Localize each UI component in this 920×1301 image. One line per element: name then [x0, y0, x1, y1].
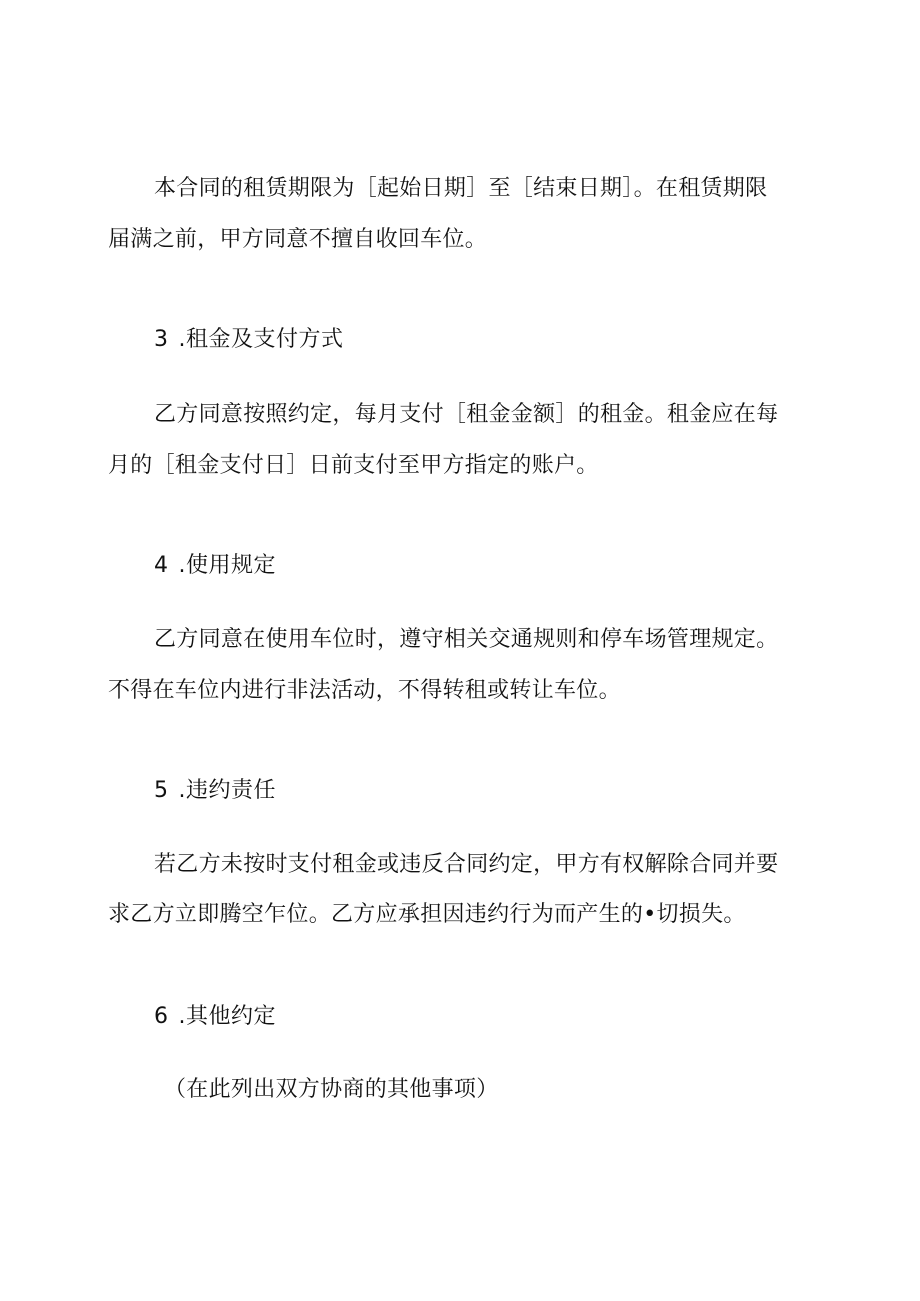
usage-paragraph-line-2: 不得在车位内进行非法活动，不得转租或转让车位。	[108, 678, 621, 703]
section-title: .其他约定	[178, 1004, 276, 1029]
section-heading-breach	[154, 776, 276, 806]
other-paragraph-line-1: （在此列出双方协商的其他事项）	[164, 1077, 499, 1102]
section-title: .租金及支付方式	[178, 327, 344, 352]
term-paragraph-line-1: 本合同的租赁期限为［起始日期］至［结束日期］。在租赁期限	[154, 176, 768, 201]
section-number: 3	[154, 327, 169, 352]
section-number: 4	[154, 553, 169, 578]
rent-paragraph-line-2: 月的［租金支付日］日前支付至甲方指定的账户。	[108, 453, 599, 478]
section-number: 6	[154, 1004, 169, 1029]
usage-paragraph-line-1: 乙方同意在使用车位时，遵守相关交通规则和停车场管理规定。	[154, 627, 779, 652]
breach-paragraph-line-1: 若乙方未按时支付租金或违反合同约定，甲方有权解除合同并要	[154, 852, 779, 877]
section-number: 5	[154, 778, 169, 803]
section-heading-rent	[154, 325, 344, 355]
rent-paragraph-line-1: 乙方同意按照约定，每月支付［租金金额］的租金。租金应在每	[154, 402, 779, 427]
term-paragraph-line-2: 届满之前，甲方同意不擅自收回车位。	[108, 227, 488, 252]
breach-paragraph-line-2: 求乙方立即腾空乍位。乙方应承担因违约行为而产生的•切损失。	[108, 902, 746, 927]
section-heading-usage	[154, 551, 276, 581]
section-heading-other	[154, 1002, 276, 1032]
section-title: .违约责任	[178, 778, 276, 803]
section-title: .使用规定	[178, 553, 276, 578]
